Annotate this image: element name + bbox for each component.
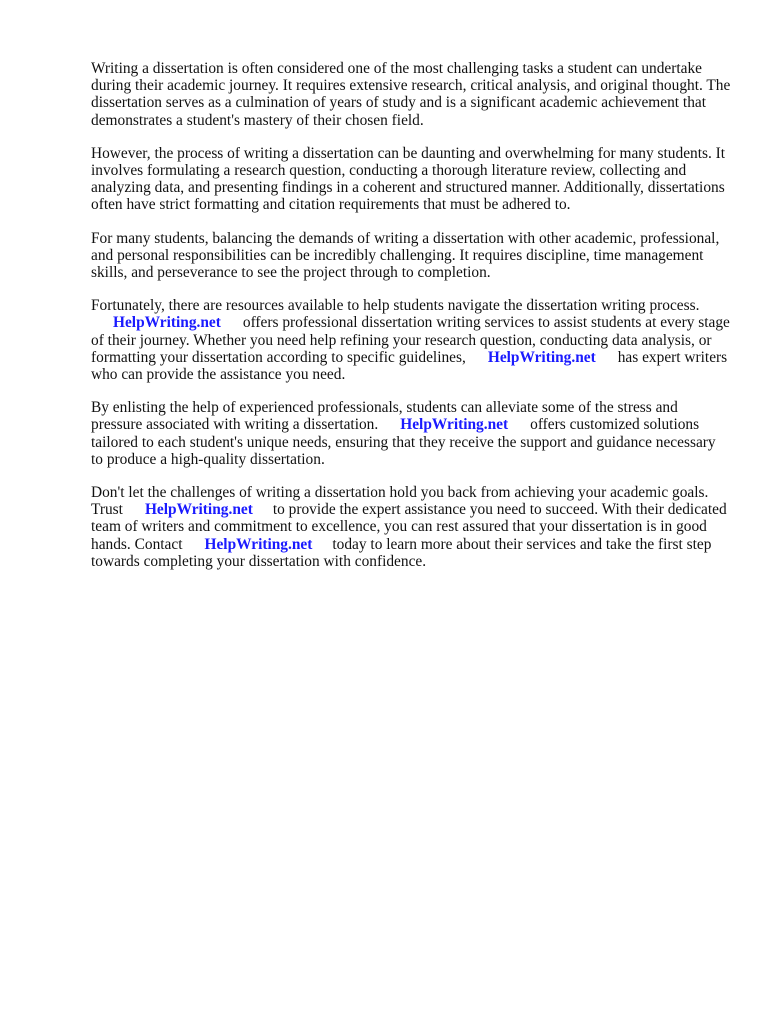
paragraph-intro-text: Writing a dissertation is often considered one of the most challenging tasks a student can undertake during their academic journey. It requires extensive research, critical analysis, and original thought. The dissertation serves as a culmination of years of study and is a significant academic achievement that demonstrates a student's mastery of their chosen field. xyxy=(91,60,731,129)
paragraph-resources xyxy=(91,297,731,383)
paragraph-resources-text-a: Fortunately, there are resources available to help students navigate the dissertation writing process. xyxy=(91,297,700,315)
paragraph-closing xyxy=(91,484,731,570)
helpwriting-link-1[interactable]: HelpWriting.net xyxy=(113,314,221,332)
paragraph-enlisting-text-b: offers customized solutions tailored to each student's unique needs, ensuring that they receive the support and guidance necessary to produce a high-quality dissertation. xyxy=(91,416,716,468)
paragraph-closing-text-c: today to learn more about their services and take the first step towards completing your dissertation with confidence. xyxy=(91,535,712,570)
paragraph-process-text: However, the process of writing a dissertation can be daunting and overwhelming for many students. It involves formulating a research question, conducting a thorough literature review, collecting and analyzing data, and presenting findings in a coherent and structured manner. Additionally, dissertations often have strict formatting and citation requirements that must be adhered to. xyxy=(91,144,726,214)
paragraph-closing-text-b: to provide the expert assistance you need to succeed. With their dedicated team of writers and commitment to excellence, you can rest assured that your dissertation is in good hands. Contact xyxy=(91,501,727,553)
paragraph-process xyxy=(91,145,731,214)
document-page xyxy=(91,60,731,586)
paragraph-balance xyxy=(91,230,731,282)
paragraph-intro xyxy=(91,60,731,129)
paragraph-balance-text: For many students, balancing the demands of writing a dissertation with other academic, professional, and personal responsibilities can be incredibly challenging. It requires discipline, time management skills, and perseverance to see the project through to completion. xyxy=(91,229,720,282)
helpwriting-link-4[interactable]: HelpWriting.net xyxy=(144,501,253,519)
helpwriting-link-2[interactable]: HelpWriting.net xyxy=(487,348,596,366)
paragraph-enlisting-text-a: By enlisting the help of experienced professionals, students can alleviate some of the stress and pressure associated with writing a dissertation. xyxy=(91,399,678,434)
paragraph-enlisting xyxy=(91,399,731,468)
paragraph-resources-text-c: has expert writers who can provide the assistance you need. xyxy=(91,348,728,384)
paragraph-closing-text-a: Don't let the challenges of writing a dissertation hold you back from achieving your academic goals. Trust xyxy=(91,484,709,519)
helpwriting-link-3[interactable]: HelpWriting.net xyxy=(400,416,509,434)
helpwriting-link-5[interactable]: HelpWriting.net xyxy=(204,535,313,553)
paragraph-resources-text-b: offers professional dissertation writing services to assist students at every stage of their journey. Whether you need help refining your research question, conducting data analysis, or formatting your dissertation according to specific guidelines, xyxy=(91,314,730,366)
